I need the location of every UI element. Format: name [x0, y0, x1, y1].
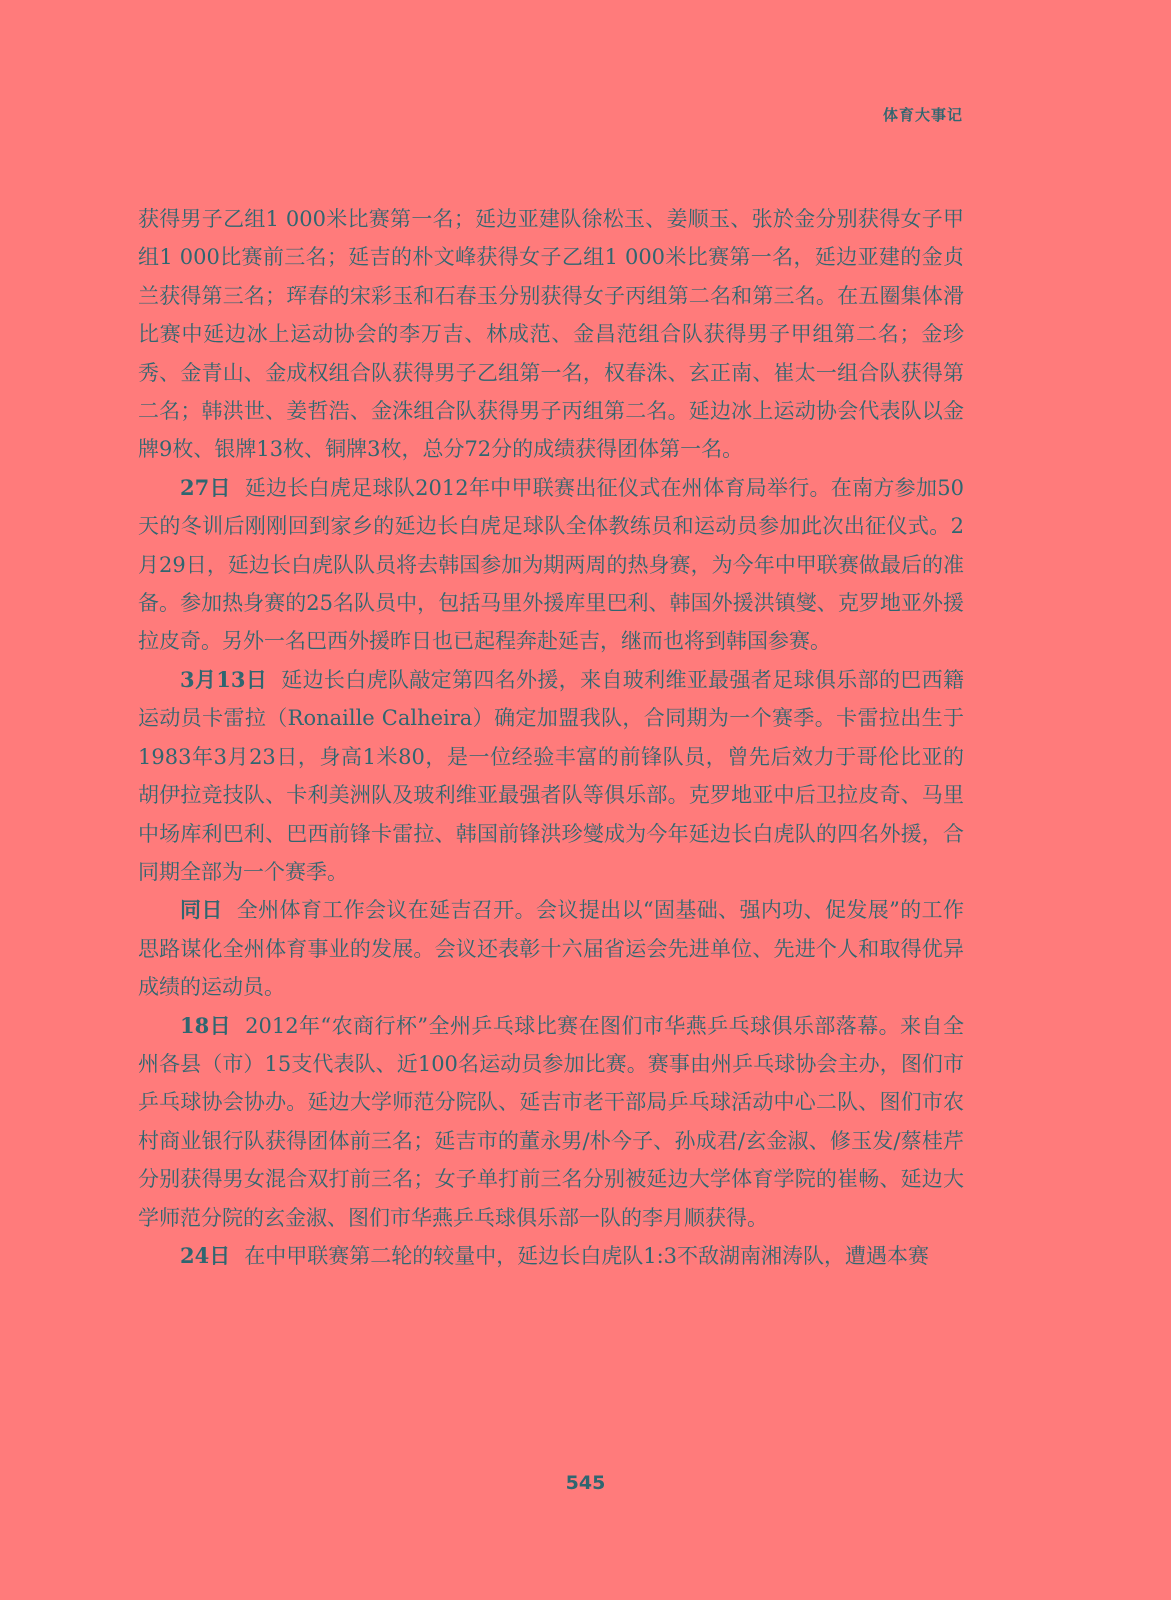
entry-date: 3月13日: [180, 666, 268, 692]
entry-text: 延边长白虎队敲定第四名外援，来自玻利维亚最强者足球俱乐部的巴西籍运动员卡雷拉（Ronaille Calheira）确定加盟我队，合同期为一个赛季。卡雷拉出生于1983年3月23日，身高1米80，是一位经验丰富的前锋队员，曾先后效力于哥伦比亚的胡伊拉竞技队、卡利美洲队及玻利维亚最强者队等俱乐部。克罗地亚中后卫拉皮奇、马里中场库利巴利、巴西前锋卡雷拉、韩国前锋洪珍燮成为今年延边长白虎队的四名外援，合同期全部为一个赛季。: [138, 667, 964, 884]
entry-paragraph: [138, 661, 964, 891]
entry-date: 18日: [180, 1012, 232, 1038]
running-header: 体育大事记: [882, 106, 963, 124]
entry-paragraph: [138, 1237, 964, 1275]
entry-paragraph: [138, 469, 964, 661]
entry-date: 24日: [180, 1242, 231, 1268]
entry-paragraph: [138, 1007, 964, 1237]
entry-text: 全州体育工作会议在延吉召开。会议提出以“固基础、强内功、促发展”的工作思路谋化全州体育事业的发展。会议还表彰十六届省运会先进单位、先进个人和取得优异成绩的运动员。: [138, 898, 965, 1000]
entry-text: 延边长白虎足球队2012年中甲联赛出征仪式在州体育局举行。在南方参加50天的冬训后刚刚回到家乡的延边长白虎足球队全体教练员和运动员参加此次出征仪式。2月29日，延边长白虎队队员将去韩国参加为期两周的热身赛，为今年中甲联赛做最后的准备。参加热身赛的25名队员中，包括马里外援库里巴利、韩国外援洪镇燮、克罗地亚外援拉皮奇。另外一名巴西外援昨日也已起程奔赴延吉，继而也将到韩国参赛。: [138, 475, 964, 654]
entry-date: 27日: [180, 474, 231, 500]
paragraph-continuation: [138, 200, 964, 469]
paragraph-text: 获得男子乙组1 000米比赛第一名；延边亚建队徐松玉、姜顺玉、张於金分别获得女子甲组1 000比赛前三名；延吉的朴文峰获得女子乙组1 000米比赛第一名，延边亚建的金贞兰获得第三名；珲春的宋彩玉和石春玉分别获得女子丙组第二名和第三名。在五圈集体滑比赛中延边冰上运动协会的李万吉、林成范、金昌范组合队获得男子甲组第二名；金珍秀、金青山、金成权组合队获得男子乙组第一名，权春洙、玄正南、崔太一组合队获得第二名；韩洪世、姜哲浩、金洙组合队获得男子丙组第二名。延边冰上运动协会代表队以金牌9枚、银牌13枚、铜牌3枚，总分72分的成绩获得团体第一名。: [138, 207, 964, 462]
page-number: 545: [565, 1472, 606, 1494]
entry-paragraph: [138, 891, 964, 1006]
entry-date: 同日: [180, 897, 223, 923]
entry-text: 2012年“农商行杯”全州乒乓球比赛在图们市华燕乒乓球俱乐部落幕。来自全州各县（市）15支代表队、近100名运动员参加比赛。赛事由州乒乓球协会主办，图们市乒乓球协会协办。延边大学师范分院队、延吉市老干部局乒乓球活动中心二队、图们市农村商业银行队获得团体前三名；延吉市的董永男/朴今子、孙成君/玄金淑、修玉发/蔡桂芹分别获得男女混合双打前三名；女子单打前三名分别被延边大学体育学院的崔畅、延边大学师范分院的玄金淑、图们市华燕乒乓球俱乐部一队的李月顺获得。: [138, 1013, 964, 1230]
body-text: [138, 200, 964, 1275]
entry-text: 在中甲联赛第二轮的较量中，延边长白虎队1:3不敌湖南湘涛队，遭遇本赛: [244, 1243, 930, 1268]
